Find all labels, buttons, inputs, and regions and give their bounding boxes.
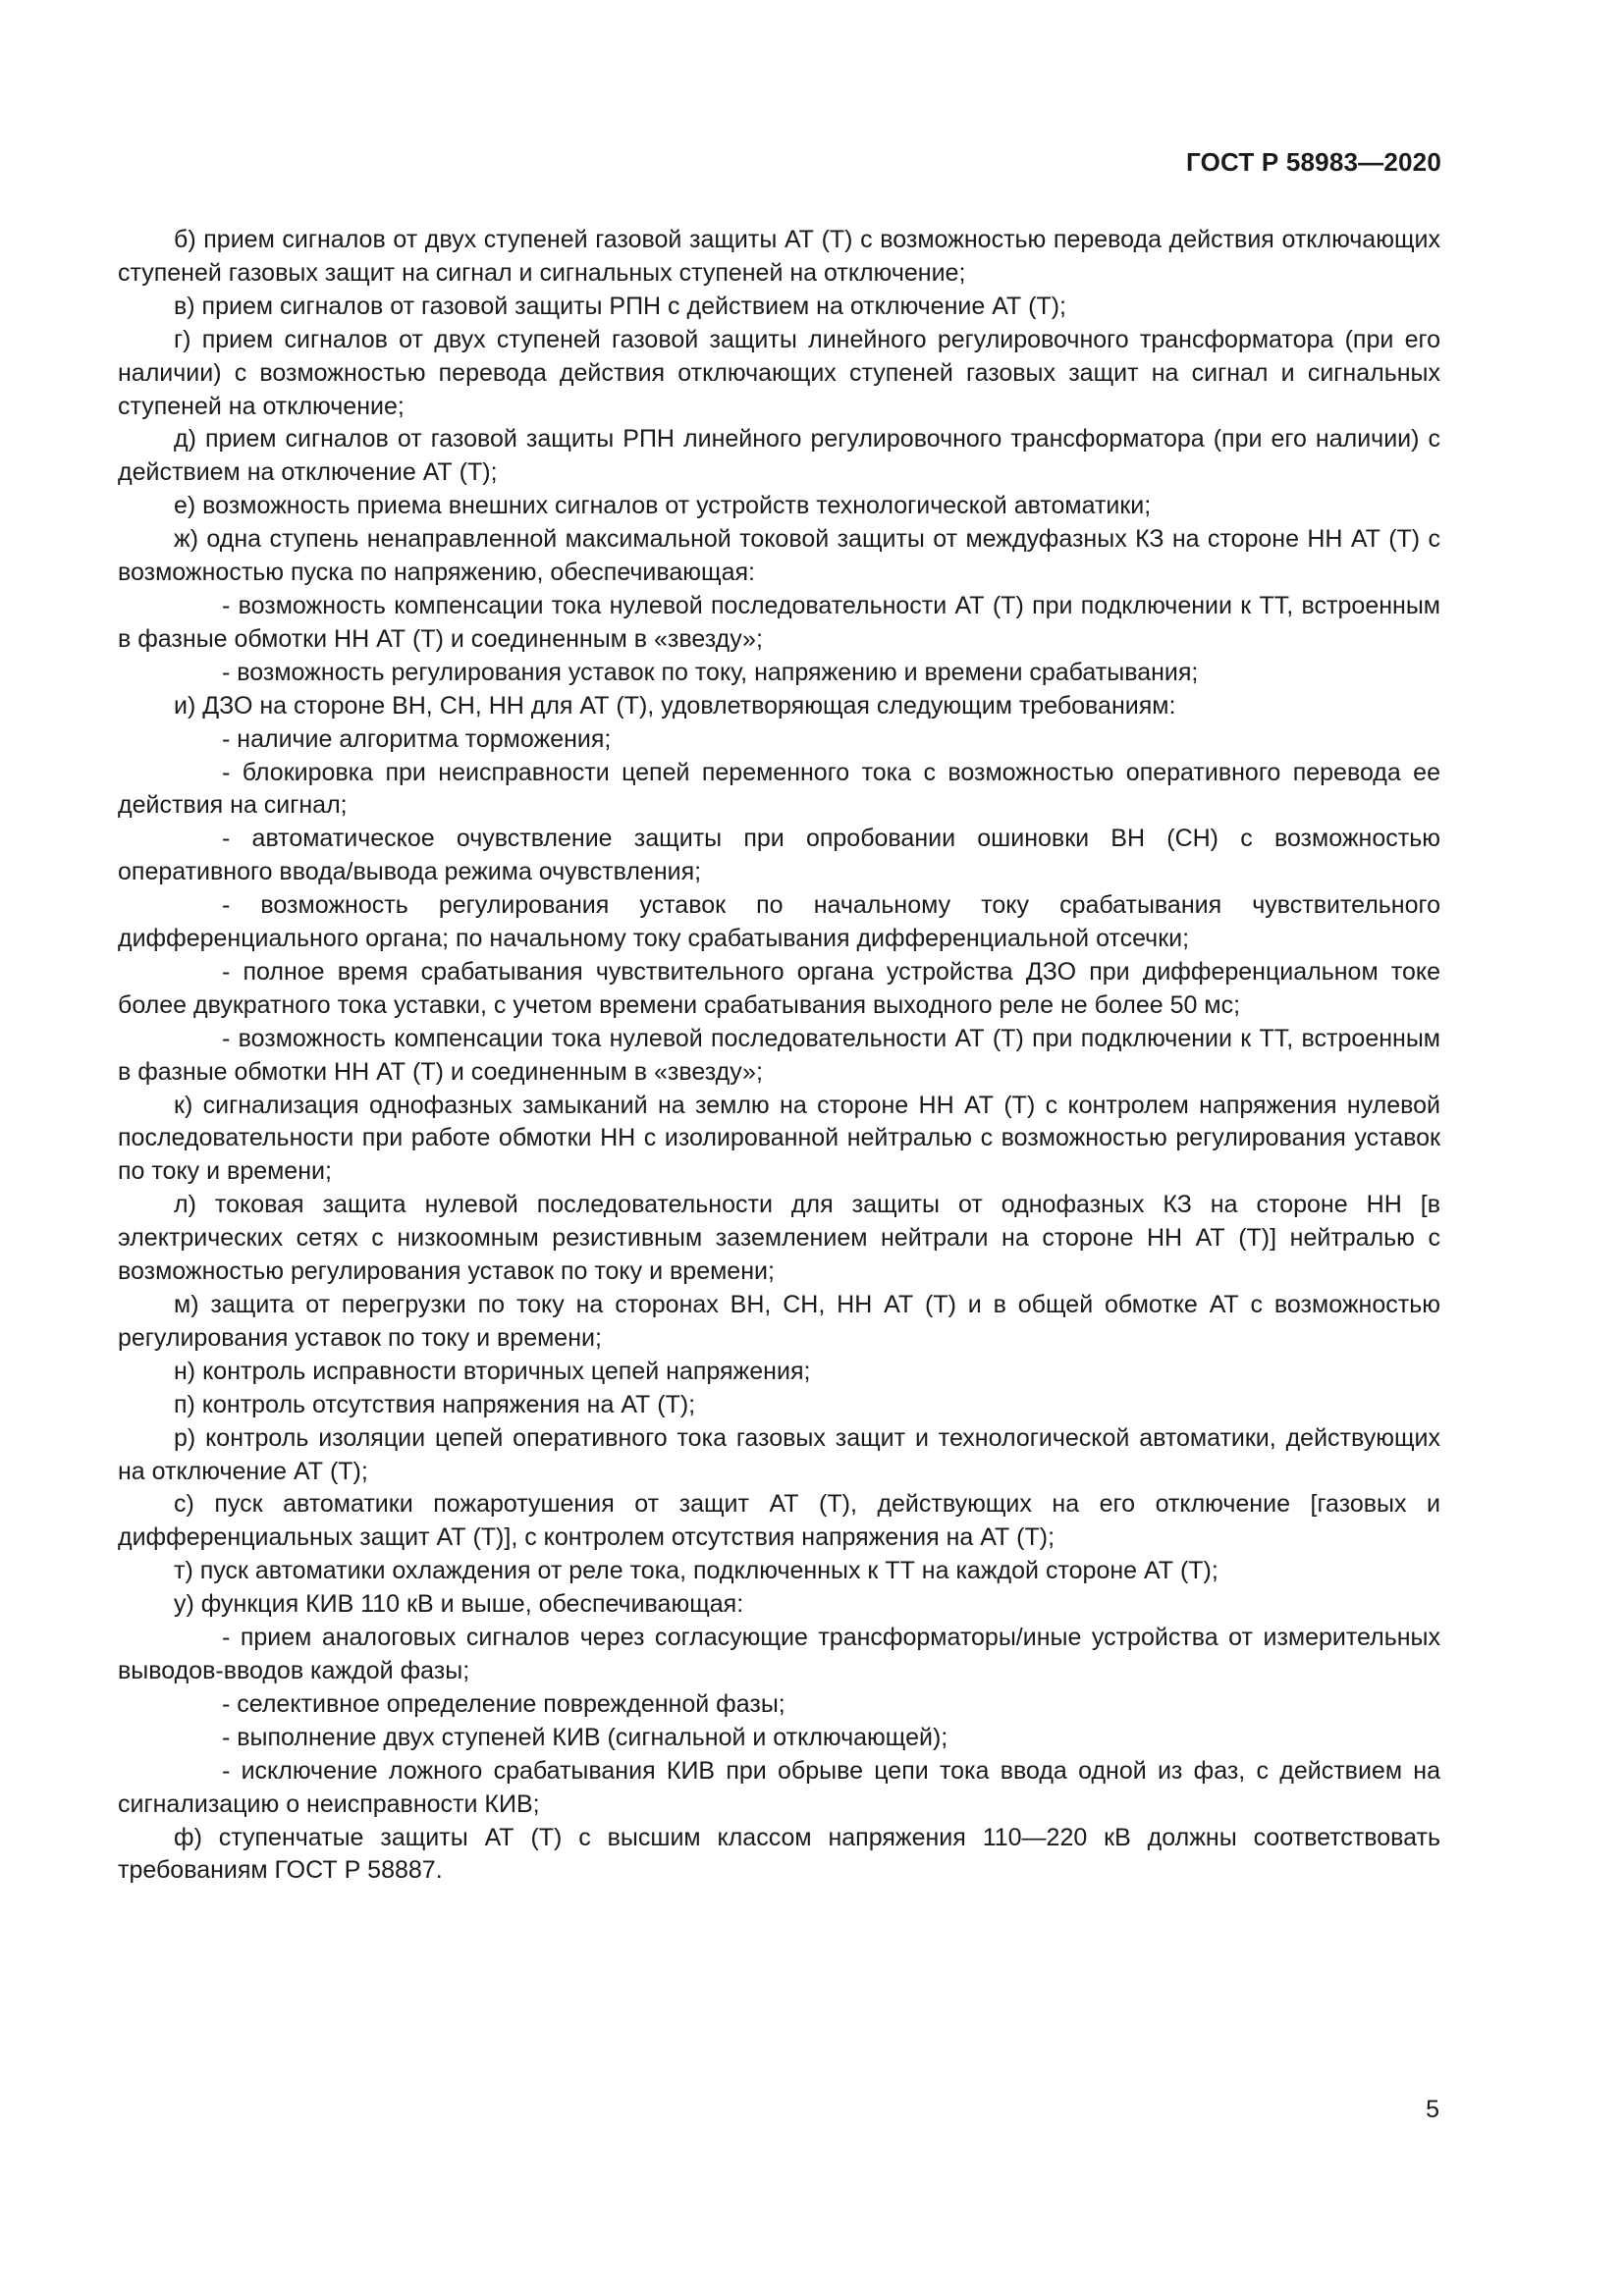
list-item-v: в) прием сигналов от газовой защиты РПН с действием на отключение АТ (Т); [174, 292, 1066, 320]
list-item-e: е) возможность приема внешних сигналов от устройств технологической автоматики; [174, 492, 1152, 520]
list-item-r: р) контроль изоляции цепей оперативного тока газовых защит и технологической автоматики, действующих на отключение АТ (Т); [118, 1423, 1440, 1485]
list-item-d: д) прием сигналов от газовой защиты РПН линейного регулировочного трансформатора (при его наличии) с действием на отключение АТ (Т); [118, 425, 1440, 487]
document-body [118, 224, 1440, 1888]
sub-item-i-2: - блокировка при неисправности цепей переменного тока с возможностью оперативного перевода ее действия на сигнал; [118, 758, 1440, 820]
sub-item-i-3: - автоматическое очувствление защиты при опробовании ошиновки ВН (СН) с возможностью оперативного ввода/вывода режима очувствления; [118, 825, 1440, 886]
document-code-header: ГОСТ Р 58983—2020 [1186, 147, 1441, 177]
sub-item-u-2: - селективное определение поврежденной фазы; [222, 1689, 785, 1718]
sub-item-i-6: - возможность компенсации тока нулевой последовательности АТ (Т) при подключении к ТТ, встроенным в фазные обмотки НН АТ (Т) и соединенным в «звезду»; [118, 1024, 1440, 1086]
list-item-n: н) контроль исправности вторичных цепей напряжения; [174, 1357, 811, 1385]
sub-item-i-4: - возможность регулирования уставок по начальному току срабатывания чувствительного дифференциального органа; по начальному току срабатывания дифференциальной отсечки; [118, 891, 1440, 953]
sub-item-u-4: - исключение ложного срабатывания КИВ при обрыве цепи тока ввода одной из фаз, с действием на сигнализацию о неисправности КИВ; [118, 1756, 1440, 1818]
sub-item-i-1: - наличие алгоритма торможения; [222, 724, 612, 753]
list-item-b: б) прием сигналов от двух ступеней газовой защиты АТ (Т) с возможностью перевода действия отключающих ступеней газовых защит на сигнал и сигнальных ступеней на отключение; [118, 226, 1440, 287]
list-item-zh: ж) одна ступень ненаправленной максимальной токовой защиты от междуфазных КЗ на стороне НН АТ (Т) с возможностью пуска по напряжению, обеспечивающая: [118, 525, 1440, 587]
page-number: 5 [1426, 2096, 1439, 2123]
list-item-l: л) токовая защита нулевой последовательности для защиты от однофазных КЗ на стороне НН [в электрических сетях с низкоомным резистивным заземлением нейтрали на стороне НН АТ (Т)] нейтралью с возможностью регулирования уставок по току и времени; [118, 1191, 1440, 1286]
sub-item-zh-2: - возможность регулирования уставок по току, напряжению и времени срабатывания; [222, 658, 1199, 686]
list-item-t: т) пуск автоматики охлаждения от реле тока, подключенных к ТТ на каждой стороне АТ (Т); [174, 1557, 1218, 1585]
list-item-m: м) защита от перегрузки по току на сторонах ВН, СН, НН АТ (Т) и в общей обмотке АТ с возможностью регулирования уставок по току и времени; [118, 1291, 1440, 1352]
list-item-k: к) сигнализация однофазных замыканий на землю на стороне НН АТ (Т) с контролем напряжения нулевой последовательности при работе обмотки НН с изолированной нейтралью с возможностью регулирования уставок по току и времени; [118, 1091, 1440, 1186]
list-item-u: у) функция КИВ 110 кВ и выше, обеспечивающая: [174, 1590, 744, 1619]
sub-item-u-1: - прием аналоговых сигналов через согласующие трансформаторы/иные устройства от измерительных выводов-вводов каждой фазы; [118, 1624, 1440, 1684]
list-item-g: г) прием сигналов от двух ступеней газовой защиты линейного регулировочного трансформатора (при его наличии) с возможностью перевода действия отключающих ступеней газовых защит на сигнал и сигнальных ступеней на отключение; [118, 325, 1440, 420]
list-item-s: с) пуск автоматики пожаротушения от защит АТ (Т), действующих на его отключение [газовых и дифференциальных защит АТ (Т)], с контролем отсутствия напряжения на АТ (Т); [118, 1490, 1440, 1552]
list-item-i: и) ДЗО на стороне ВН, СН, НН для АТ (Т), удовлетворяющая следующим требованиям: [174, 691, 1176, 720]
sub-item-zh-1: - возможность компенсации тока нулевой последовательности АТ (Т) при подключении к ТТ, встроенным в фазные обмотки НН АТ (Т) и соединенным в «звезду»; [118, 591, 1440, 653]
sub-item-u-3: - выполнение двух ступеней КИВ (сигнальной и отключающей); [222, 1723, 948, 1751]
sub-item-i-5: - полное время срабатывания чувствительного органа устройства ДЗО при дифференциальном токе более двукратного тока уставки, с учетом времени срабатывания выходного реле не более 50 мс; [118, 957, 1440, 1019]
list-item-f: ф) ступенчатые защиты АТ (Т) с высшим классом напряжения 110—220 кВ должны соответствовать требованиям ГОСТ Р 58887. [118, 1823, 1440, 1885]
list-item-p: п) контроль отсутствия напряжения на АТ (Т); [174, 1390, 696, 1418]
